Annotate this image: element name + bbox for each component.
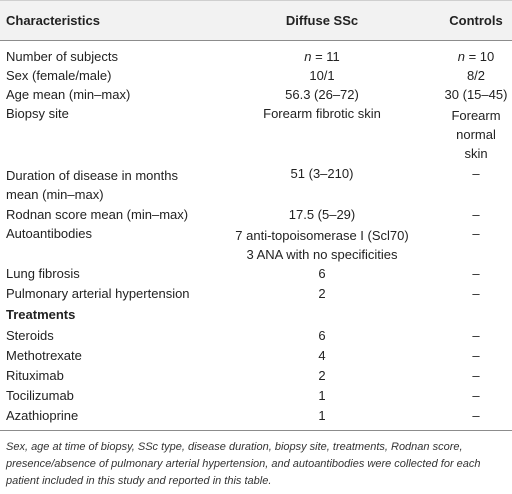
row-controls-value: – [472, 166, 480, 181]
controls-line: normal [456, 127, 496, 142]
row-label: Pulmonary arterial hypertension [6, 286, 190, 301]
row-diffuse-value: 56.3 (26–72) [285, 87, 359, 102]
n-value: = 11 [315, 49, 340, 64]
row-diffuse-value: 6 [318, 266, 326, 281]
row-controls-value: – [472, 328, 480, 343]
header-rule [0, 40, 512, 41]
row-label: Sex (female/male) [6, 68, 112, 83]
row-label: Tocilizumab [6, 388, 74, 403]
row-diffuse-value: 4 [318, 348, 326, 363]
controls-line: Forearm [451, 108, 501, 123]
row-label: Azathioprine [6, 408, 79, 423]
row-controls-value: – [472, 388, 480, 403]
row-controls-value: – [472, 408, 480, 423]
row-diffuse-value: 51 (3–210) [290, 166, 354, 181]
row-diffuse-value [228, 49, 416, 65]
row-label: Biopsy site [6, 106, 69, 121]
row-label [6, 166, 226, 204]
diffuse-line: 3 ANA with no specificities [246, 247, 398, 262]
n-symbol: n [457, 49, 465, 64]
row-diffuse-value: 2 [318, 368, 326, 383]
row-label: Age mean (min–max) [6, 87, 131, 102]
row-controls-value: – [472, 207, 480, 222]
row-controls-value: 30 (15–45) [444, 87, 508, 102]
row-diffuse-value: 6 [318, 328, 326, 343]
row-label: Methotrexate [6, 348, 82, 363]
row-controls-value [440, 106, 512, 163]
row-label: Number of subjects [6, 49, 118, 64]
row-diffuse-value: 1 [318, 408, 326, 423]
row-label: Autoantibodies [6, 226, 93, 241]
row-diffuse-value: 17.5 (5–29) [288, 207, 356, 222]
label-line: mean (min–max) [6, 187, 104, 202]
row-diffuse-value: 2 [318, 286, 326, 301]
n-value: = 10 [468, 49, 495, 64]
table-header [0, 0, 512, 41]
row-controls-value: – [472, 266, 480, 281]
row-label: Lung fibrosis [6, 266, 80, 281]
row-controls-value: – [472, 368, 480, 383]
header-controls: Controls [449, 13, 503, 28]
row-diffuse-value: Forearm fibrotic skin [263, 106, 381, 121]
section-heading-treatments: Treatments [6, 307, 76, 322]
table-bottom-rule [0, 430, 512, 431]
row-label: Rituximab [6, 368, 64, 383]
row-controls-value [440, 49, 512, 65]
row-label: Rodnan score mean (min–max) [6, 207, 189, 222]
n-symbol: n [304, 49, 312, 64]
controls-line: skin [464, 146, 488, 161]
row-controls-value: – [472, 348, 480, 363]
row-controls-value: 8/2 [466, 68, 486, 83]
diffuse-line: 7 anti-topoisomerase I (Scl70) [235, 228, 409, 243]
row-controls-value: – [472, 226, 480, 241]
label-line: Duration of disease in months [6, 168, 178, 183]
row-diffuse-value [228, 226, 416, 264]
table-footnote: Sex, age at time of biopsy, SSc type, disease duration, biopsy site, treatments, Rodnan score, presence/absence of pulmonary arterial hypertension, and autoantibodies were collected for each patient included in this study and reported in this table. [6, 441, 481, 487]
row-controls-value: – [472, 286, 480, 301]
row-diffuse-value: 10/1 [309, 68, 335, 83]
row-diffuse-value: 1 [318, 388, 326, 403]
header-diffuse-ssc: Diffuse SSc [285, 13, 359, 28]
header-characteristics: Characteristics [6, 13, 100, 28]
row-label: Steroids [6, 328, 54, 343]
